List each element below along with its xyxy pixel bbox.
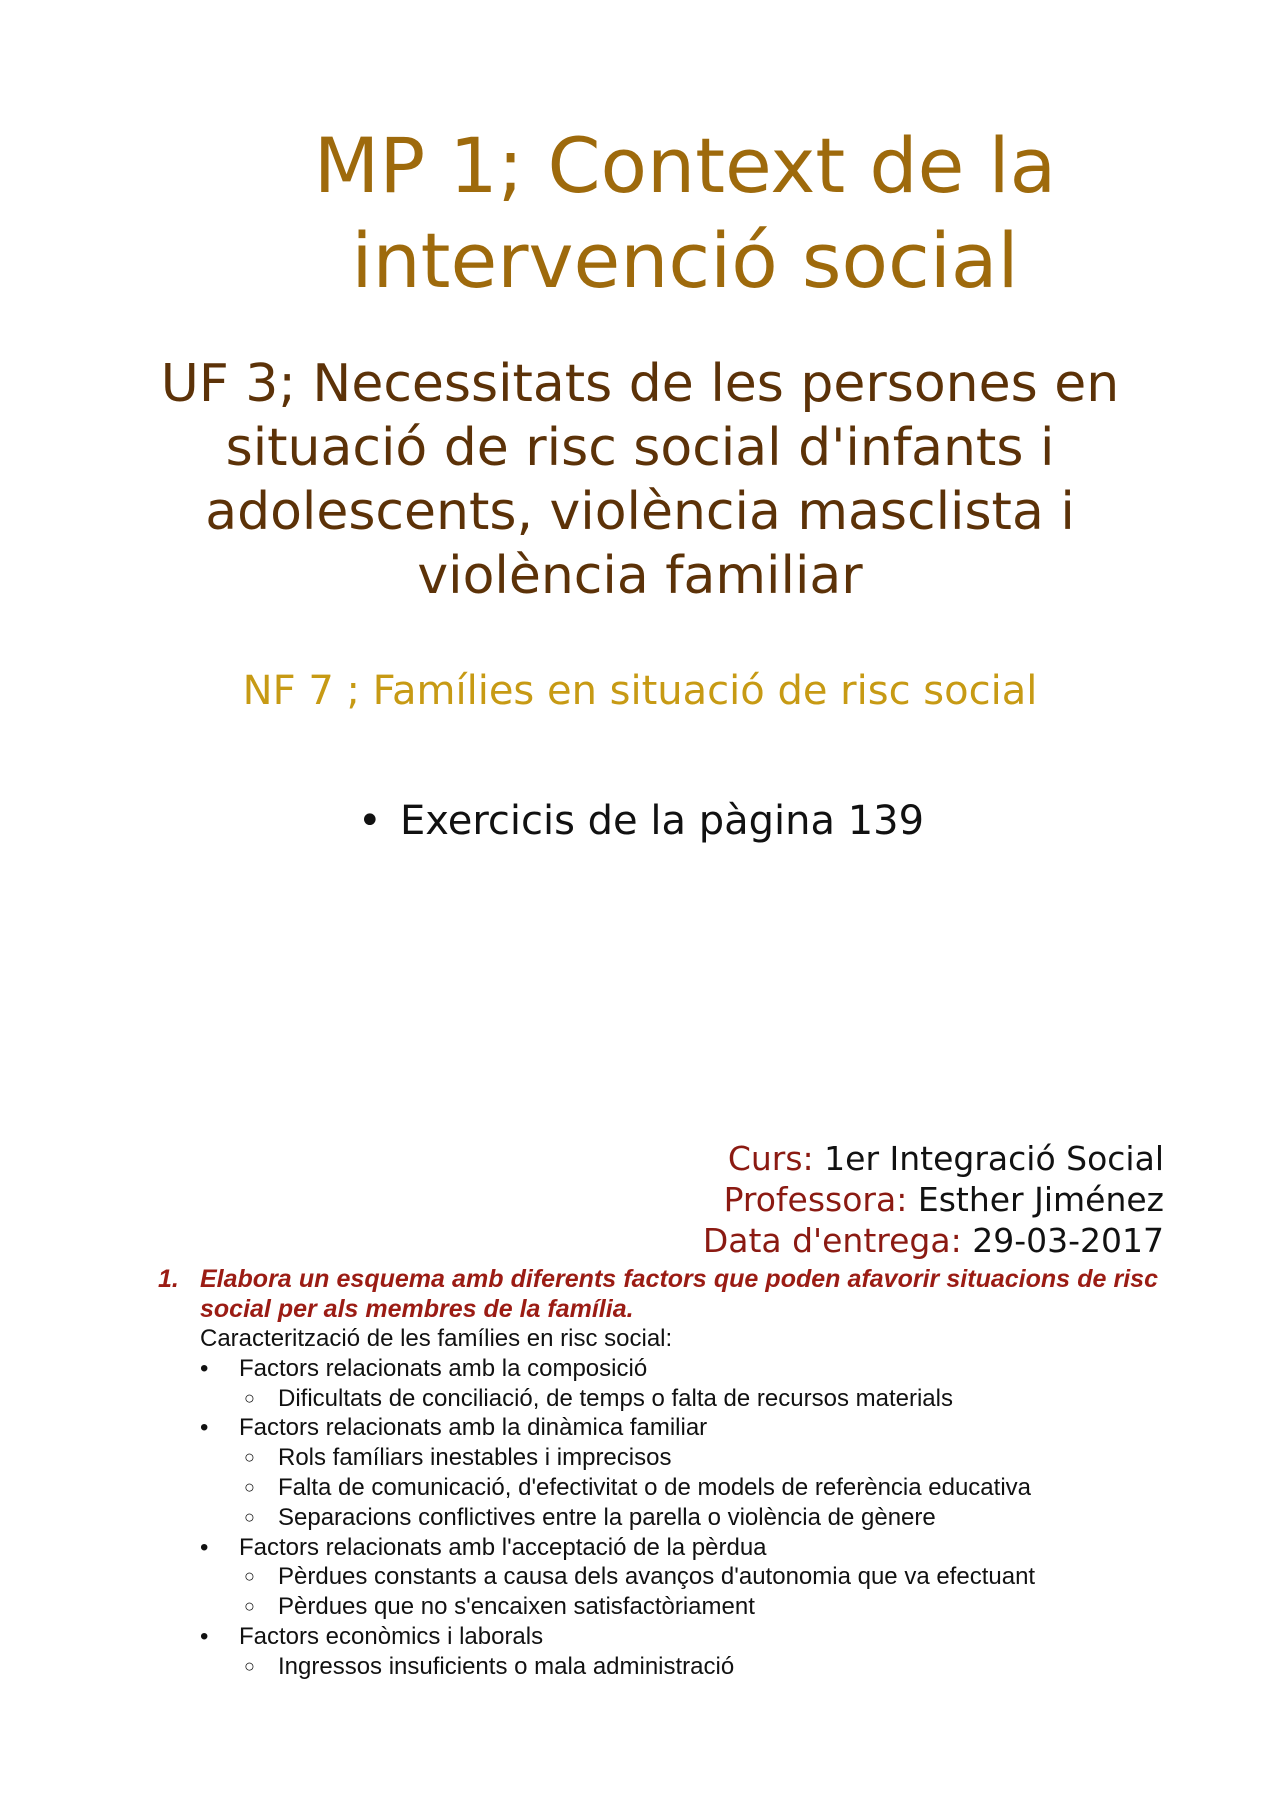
course-line <box>703 1138 1164 1179</box>
factor-label: Factors econòmics i laborals <box>239 1622 544 1650</box>
teacher-line <box>703 1179 1164 1220</box>
subtitle-line: UF 3; Necessitats de les persones en <box>160 354 1120 414</box>
document-title <box>160 118 1210 308</box>
circle-bullet-icon: ○ <box>244 1476 255 1497</box>
list-item <box>200 1622 1200 1652</box>
question-1 <box>158 1264 1158 1324</box>
subtitle-line: violència familiar <box>417 546 863 606</box>
unit-subtitle <box>60 352 1220 608</box>
nucleus-heading: NF 7 ; Famílies en situació de risc social <box>242 668 1038 714</box>
list-item <box>200 1413 1200 1443</box>
submission-info <box>703 1138 1164 1261</box>
date-line <box>703 1220 1164 1261</box>
subtitle-line: adolescents, violència masclista i <box>205 482 1075 542</box>
sub-list-item <box>200 1473 1200 1503</box>
factor-item: Dificultats de conciliació, de temps o falta de recursos materials <box>278 1384 953 1412</box>
date-value: 29-03-2017 <box>972 1221 1164 1260</box>
bullet-icon: • <box>200 1622 209 1650</box>
factor-item: Separacions conflictives entre la parella o violència de gènere <box>278 1503 936 1531</box>
sub-list-item <box>200 1562 1200 1592</box>
question-text: Elabora un esquema amb diferents factors que poden afavorir situacions de risc social per als membres de la família. <box>200 1265 1158 1323</box>
factor-label: Factors relacionats amb la composició <box>239 1354 648 1382</box>
factor-item: Pèrdues que no s'encaixen satisfactòriament <box>278 1593 755 1621</box>
circle-bullet-icon: ○ <box>244 1566 255 1587</box>
factor-item: Falta de comunicació, d'efectivitat o de models de referència educativa <box>278 1473 1031 1501</box>
circle-bullet-icon: ○ <box>244 1596 255 1617</box>
bullet-icon: • <box>200 1414 209 1442</box>
factor-label: Factors relacionats amb l'acceptació de la pèrdua <box>239 1533 767 1561</box>
course-label: Curs: <box>727 1139 814 1178</box>
subtitle-line: situació de risc social d'infants i <box>225 418 1055 478</box>
bullet-icon: • <box>358 798 382 844</box>
exercise-text: Exercicis de la pàgina 139 <box>400 798 925 844</box>
bullet-icon: • <box>200 1354 209 1382</box>
list-item <box>200 1354 1200 1384</box>
circle-bullet-icon: ○ <box>244 1506 255 1527</box>
bullet-icon: • <box>200 1533 209 1561</box>
answer-intro: Caracterització de les famílies en risc social: <box>200 1325 673 1352</box>
sub-list-item <box>200 1652 1200 1682</box>
sub-list-item <box>200 1443 1200 1473</box>
exercise-bullet-line <box>358 796 924 846</box>
teacher-label: Professora: <box>723 1180 908 1219</box>
factor-item: Rols famíliars inestables i imprecisos <box>278 1444 672 1472</box>
date-label: Data d'entrega: <box>702 1221 962 1260</box>
title-line: intervenció social <box>351 216 1019 305</box>
course-value: 1er Integració Social <box>824 1139 1164 1178</box>
sub-list-item <box>200 1503 1200 1533</box>
teacher-value: Esther Jiménez <box>917 1180 1164 1219</box>
sub-list-item <box>200 1384 1200 1414</box>
circle-bullet-icon: ○ <box>244 1655 255 1676</box>
circle-bullet-icon: ○ <box>244 1387 255 1408</box>
factor-item: Ingressos insuficients o mala administració <box>278 1652 735 1680</box>
factor-item: Pèrdues constants a causa dels avanços d'autonomia que va efectuant <box>278 1563 1036 1591</box>
question-number: 1. <box>158 1265 179 1293</box>
factor-label: Factors relacionats amb la dinàmica familiar <box>239 1414 708 1442</box>
answer-block <box>200 1324 1200 1682</box>
title-line: MP 1; Context de la <box>313 121 1057 210</box>
circle-bullet-icon: ○ <box>244 1447 255 1468</box>
sub-list-item <box>200 1592 1200 1622</box>
list-item <box>200 1533 1200 1563</box>
